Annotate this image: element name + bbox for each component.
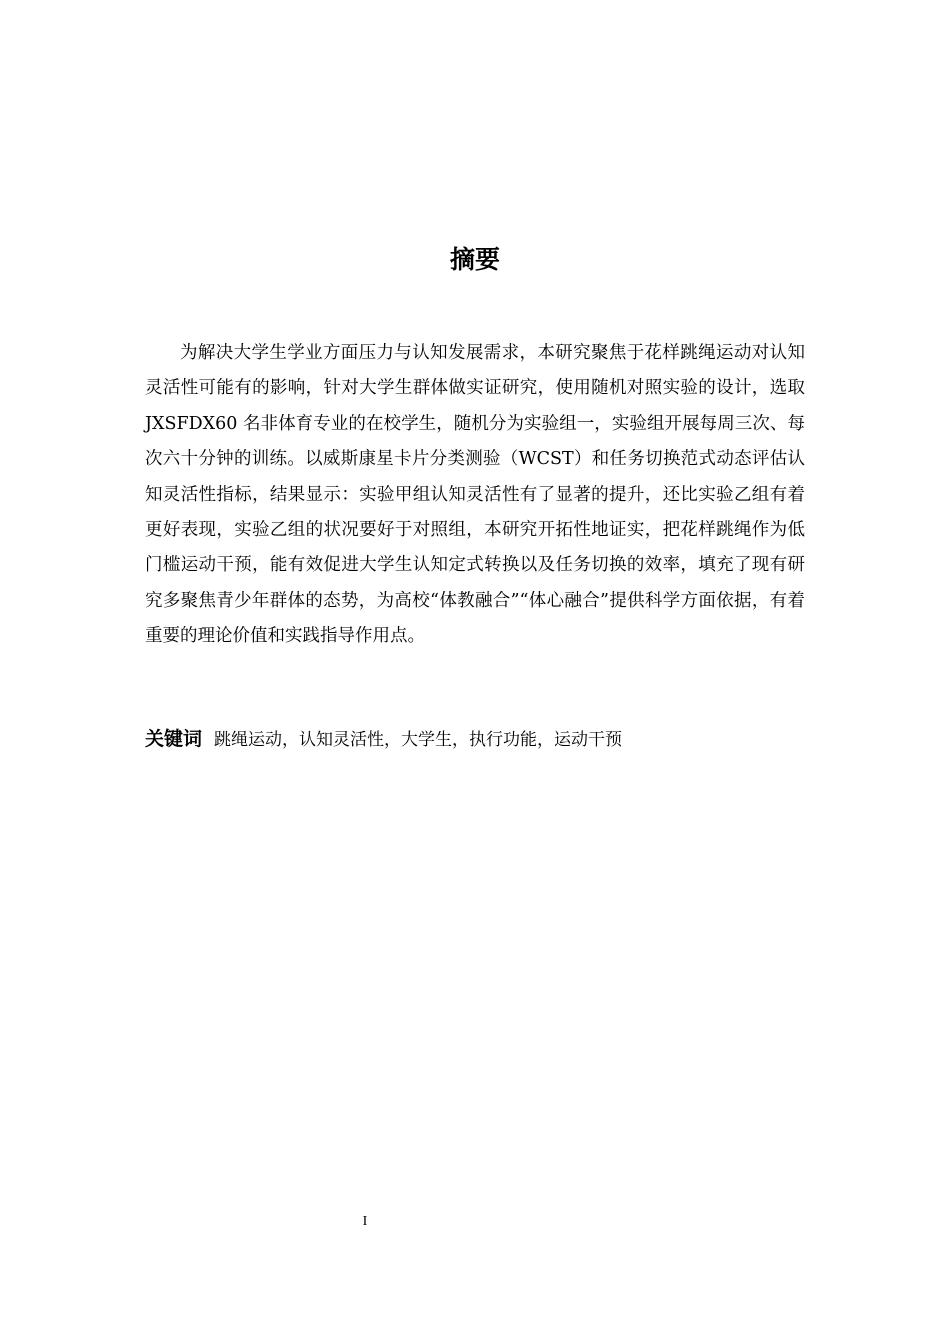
page-number: I	[362, 1214, 368, 1229]
keywords-text: 跳绳运动，认知灵活性，大学生，执行功能，运动干预	[214, 730, 623, 750]
abstract-body: 为解决大学生学业方面压力与认知发展需求，本研究聚焦于花样跳绳运动对认知灵活性可能有的影响，针对大学生群体做实证研究，使用随机对照实验的设计，选取 JXSFDX60 名非体育专业的在校学生，随机分为实验组一，实验组开展每周三次、每次六十分钟的训练。以威斯康星卡片分类测验（WCST）和任务切换范式动态评估认知灵活性指标，结果显示：实验甲组认知灵活性有了显著的提升，还比实验乙组有着更好表现，实验乙组的状况要好于对照组，本研究开拓性地证实，把花样跳绳作为低门槛运动干预，能有效促进大学生认知定式转换以及任务切换的效率，填充了现有研究多聚焦青少年群体的态势，为高校“体教融合”“体心融合”提供科学方面依据，有着重要的理论价值和实践指导作用点。	[145, 343, 805, 647]
keywords-line	[145, 722, 805, 758]
keywords-label: 关键词	[145, 728, 203, 750]
abstract-title: 摘要	[449, 245, 500, 274]
